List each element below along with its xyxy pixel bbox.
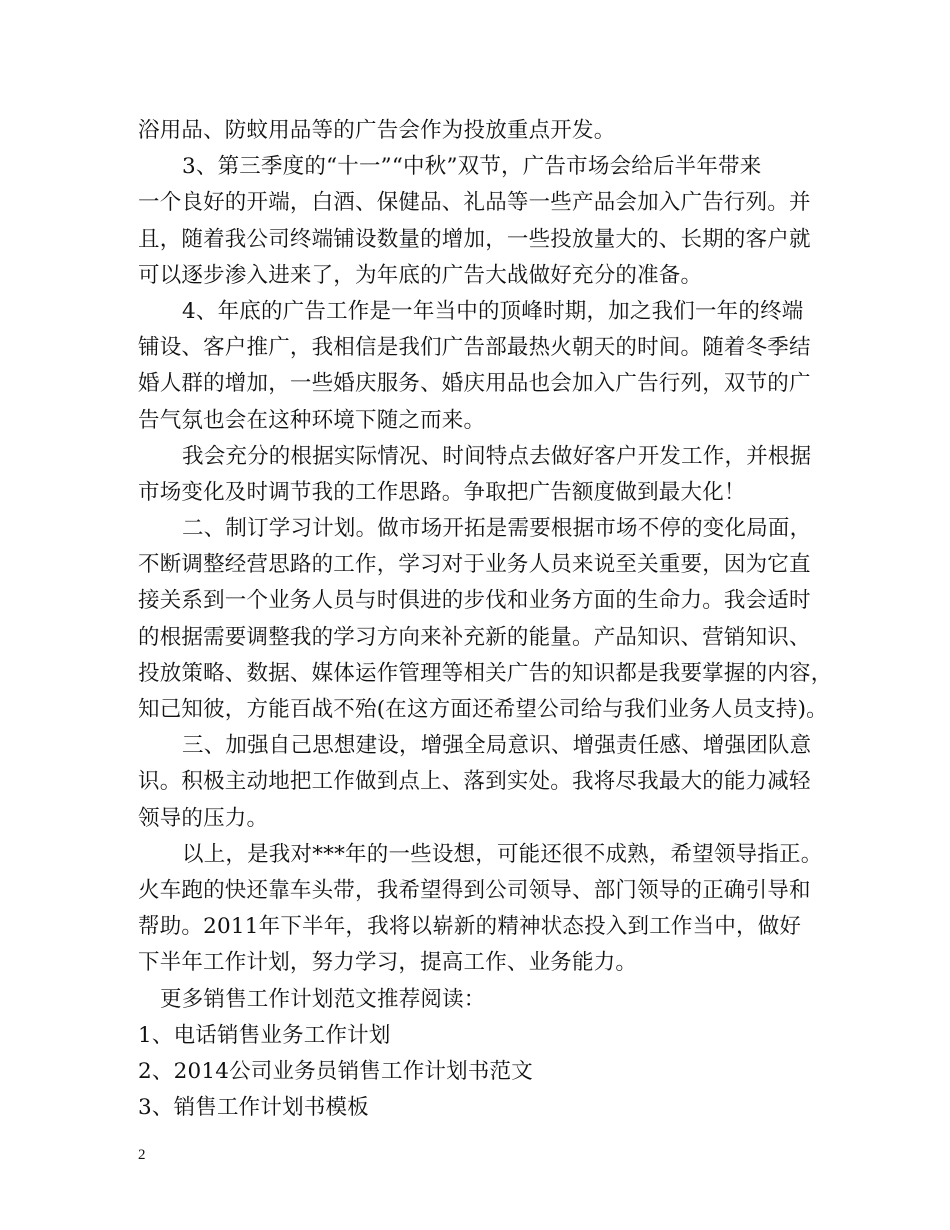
body-line: 铺设、客户推广，我相信是我们广告部最热火朝天的时间。随着冬季结 [138, 335, 811, 361]
body-line: 领导的压力。 [138, 805, 269, 831]
body-line: 三、加强自己思想建设，增强全局意识、增强责任感、增强团队意 [182, 733, 812, 759]
page-number: 2 [138, 1147, 146, 1163]
recommend-item: 3、销售工作计划书模板 [138, 1095, 369, 1121]
document-body [138, 113, 838, 1126]
recommend-item: 1、电话销售业务工作计划 [138, 1022, 391, 1048]
body-line: 婚人群的增加，一些婚庆服务、婚庆用品也会加入广告行列，双节的广 [138, 371, 811, 397]
body-line: 4、年底的广告工作是一年当中的顶峰时期，加之我们一年的终端 [182, 298, 804, 324]
body-line: 不断调整经营思路的工作，学习对于业务人员来说至关重要，因为它直 [138, 552, 811, 578]
body-line: 3、第三季度的“十一”“中秋”双节，广告市场会给后半年带来 [182, 154, 762, 180]
body-line: 二、制订学习计划。做市场开拓是需要根据市场不停的变化局面， [182, 516, 812, 542]
body-line: 的根据需要调整我的学习方向来补充新的能量。产品知识、营销知识、 [138, 624, 811, 650]
body-line: 且，随着我公司终端铺设数量的增加，一些投放量大的、长期的客户就 [138, 226, 811, 252]
body-line: 投放策略、数据、媒体运作管理等相关广告的知识都是我要掌握的内容， [138, 660, 833, 686]
recommend-heading: 更多销售工作计划范文推荐阅读： [160, 986, 486, 1012]
body-line: 火车跑的快还靠车头带，我希望得到公司领导、部门领导的正确引导和 [138, 877, 811, 903]
body-line: 接关系到一个业务人员与时俱进的步伐和业务方面的生命力。我会适时 [138, 588, 811, 614]
body-line: 市场变化及时调节我的工作思路。争取把广告额度做到最大化！ [138, 479, 746, 505]
body-line: 识。积极主动地把工作做到点上、落到实处。我将尽我最大的能力减轻 [138, 769, 811, 795]
body-line: 浴用品、防蚊用品等的广告会作为投放重点开发。 [138, 118, 616, 143]
body-line: 我会充分的根据实际情况、时间特点去做好客户开发工作，并根据 [182, 443, 812, 469]
body-line: 以上，是我对***年的一些设想，可能还很不成熟，希望领导指正。 [182, 841, 823, 867]
body-line: 知己知彼，方能百战不殆(在这方面还希望公司给与我们业务人员支持)。 [138, 697, 828, 722]
body-line: 一个良好的开端，白酒、保健品、礼品等一些产品会加入广告行列。并 [138, 190, 811, 216]
body-line: 可以逐步渗入进来了，为年底的广告大战做好充分的准备。 [138, 262, 703, 288]
body-line: 告气氛也会在这种环境下随之而来。 [138, 407, 486, 433]
body-line: 下半年工作计划，努力学习，提高工作、业务能力。 [138, 950, 638, 976]
body-line: 帮助。2011年下半年，我将以崭新的精神状态投入到工作当中，做好 [138, 914, 802, 940]
recommend-item: 2、2014公司业务员销售工作计划书范文 [138, 1058, 533, 1084]
